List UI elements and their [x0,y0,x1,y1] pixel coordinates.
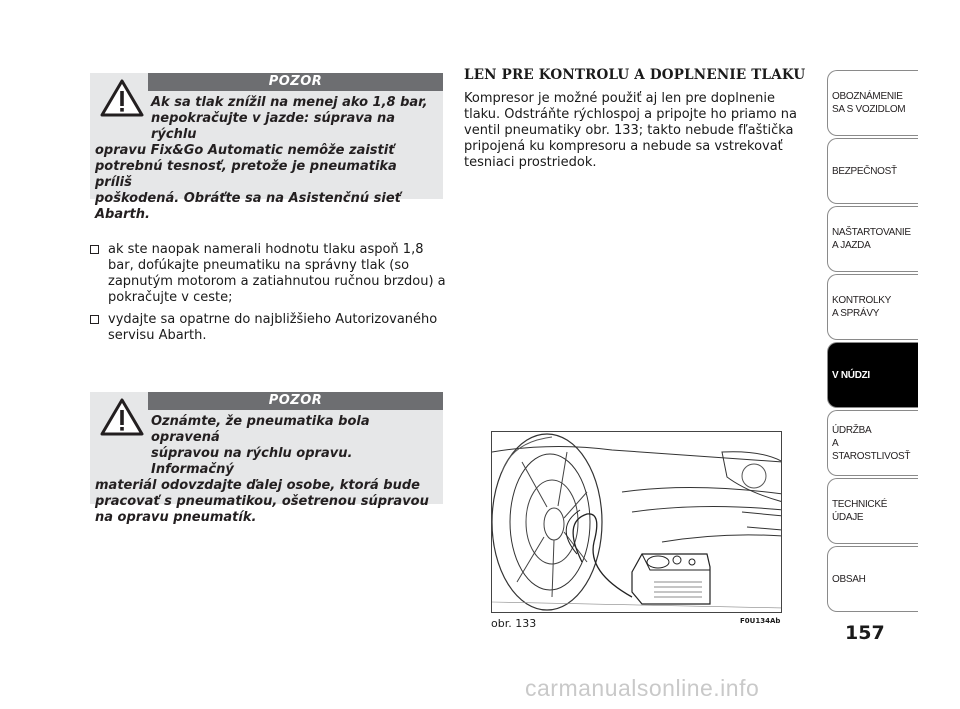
tab-kontrolky[interactable] [827,274,918,340]
tab-label: A SPRÁVY [832,308,880,319]
warning-line: súpravou na rýchlu opravu. Informačný [151,446,353,477]
warning-text [95,95,435,223]
section-title: LEN PRE KONTROLU A DOPLNENIE TLAKU [464,67,806,83]
figure-illustration [491,431,782,613]
tab-label: A JAZDA [832,240,871,251]
warning-line: poškodená. Obráťte sa na Asistenčnú sieť [95,191,401,206]
warning-line: Oznámte, že pneumatika bola opravená [151,414,370,445]
checkbox-bullet-icon [90,245,99,254]
warning-line: potrebnú tesnosť, pretože je pneumatika príliš [95,159,397,190]
tab-label: BEZPEČNOSŤ [832,165,897,177]
tab-label: ÚDRŽBA [832,424,872,436]
bullet-text: ak ste naopak namerali hodnotu tlaku aspoň 1,8 bar, dofúkajte pneumatiku na správny tlak (so zapnutým motorom a zatiahnutou ručnou brzdou) a pokračujte v ceste; [108,242,446,305]
tab-label: A STAROSTLIVOSŤ [832,437,911,462]
page-number: 157 [845,622,885,644]
tab-bezpecnost[interactable] [827,138,918,204]
warning-line: Ak sa tlak znížil na menej ako 1,8 bar, [151,95,428,110]
tab-label: OBSAH [832,573,866,585]
tab-label: NAŠTARTOVANIE [832,227,911,238]
warning-line: na opravu pneumatík. [95,510,257,525]
tab-obsah[interactable] [827,546,918,612]
bullet-list [90,242,450,350]
figure-code: F0U134Ab [740,617,781,625]
figure-caption: obr. 133 [491,617,537,630]
list-item [90,312,450,344]
warning-line: nepokračujte v jazde: súprava na rýchlu [151,111,396,142]
warning-header: POZOR [148,392,443,410]
tab-technicke[interactable] [827,478,918,544]
warning-line: pracovať s pneumatikou, ošetrenou súpravou [95,494,429,509]
tab-nastartovanie[interactable] [827,206,918,272]
warning-box-1 [90,73,443,222]
tab-label: SA S VOZIDLOM [832,104,906,115]
warning-text [95,414,435,526]
list-item [90,242,450,306]
compressor-wheel-illustration [492,432,782,613]
watermark: carmanualsonline.info [525,675,760,701]
tab-oboznamenie[interactable] [827,70,918,136]
section-body: Kompresor je možné použiť aj len pre doplnenie tlaku. Odstráňte rýchlospoj a pripojte ho priamo na ventil pneumatiky obr. 133; takto nebude fľaštička pripojená ku kompresoru a nebude sa vstrekovať tesniaci prostriedok. [464,91,797,170]
tab-label: ÚDAJE [832,512,864,523]
tab-label: OBOZNÁMENIE [832,91,903,102]
tab-label: V NÚDZI [832,369,870,381]
tab-udrzba[interactable] [827,410,918,476]
warning-line: Abarth. [95,207,150,222]
tab-v-nudzi[interactable] [827,342,918,408]
warning-line: opravu Fix&Go Automatic nemôže zaistiť [95,143,395,158]
warning-box-2 [90,392,443,525]
tab-label: TECHNICKÉ [832,499,888,510]
tab-label: KONTROLKY [832,295,891,306]
bullet-text: vydajte sa opatrne do najbližšieho Autorizovaného servisu Abarth. [108,312,438,343]
warning-header: POZOR [148,73,443,91]
checkbox-bullet-icon [90,315,99,324]
warning-line: materiál odovzdajte ďalej osobe, ktorá bude [95,478,420,493]
